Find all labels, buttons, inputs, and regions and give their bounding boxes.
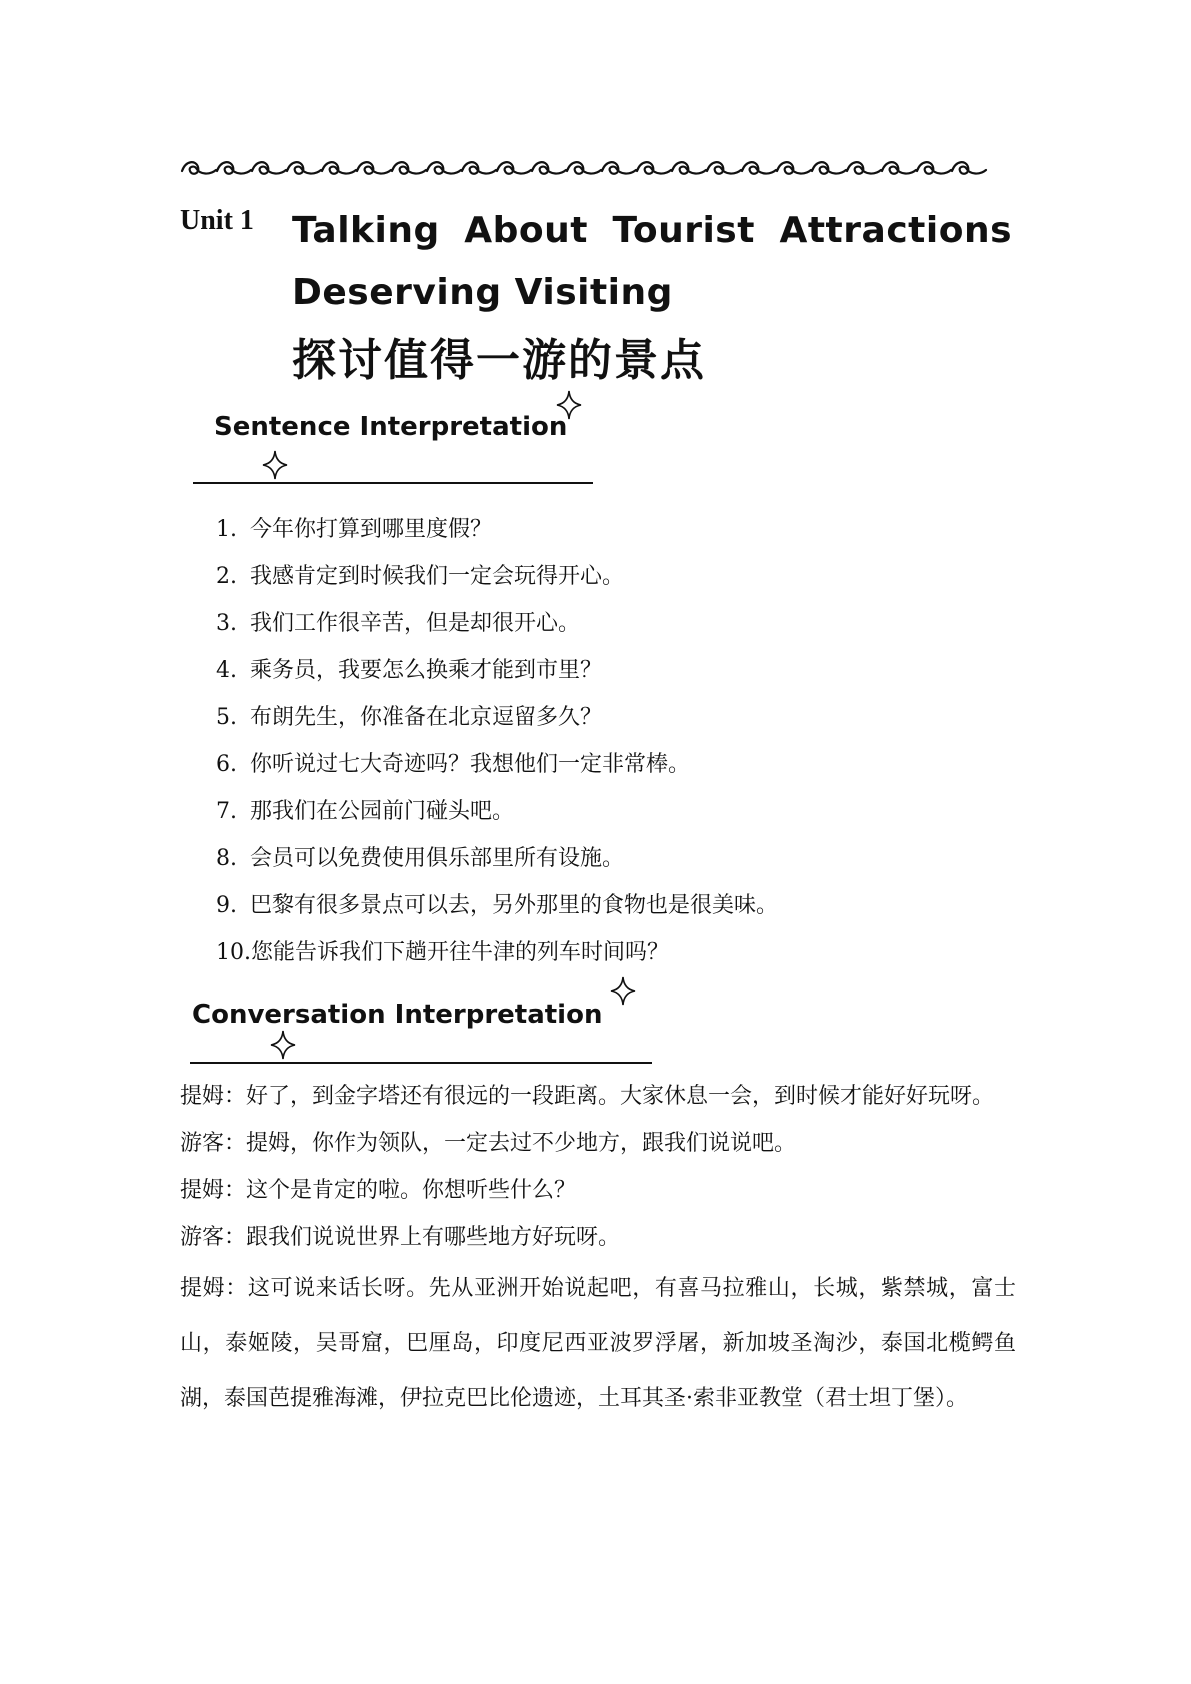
speaker-label: 游客： [180,1131,247,1156]
dialogue-line: 提姆：这可说来话长呀。先从亚洲开始说起吧，有喜马拉雅山，长城，紫禁城，富士山，泰姬陵，吴哥窟，巴厘岛，印度尼西亚波罗浮屠，新加坡圣淘沙，泰国北榄鳄鱼湖，泰国芭提雅海滩，伊拉克巴比伦遗迹，土耳其圣·索非亚教堂（君士坦丁堡）。 [180,1276,1016,1411]
sentence-list [216,512,778,982]
list-item: 1. 今年你打算到哪里度假？ [216,517,493,542]
conversation-section-heading: Conversation Interpretation [192,1000,603,1030]
list-item: 10.您能告诉我们下趟开往牛津的列车时间吗？ [216,940,670,965]
list-item: 9. 巴黎有很多景点可以去，另外那里的食物也是很美味。 [216,893,779,918]
decorative-border [180,156,1010,182]
section-underline [193,482,593,484]
list-item: 7. 那我们在公园前门碰头吧。 [216,799,515,824]
speaker-label: 游客： [180,1225,247,1250]
conversation-transcript [180,1073,1016,1426]
sentence-section-heading: Sentence Interpretation [214,412,568,442]
list-item: 5. 布朗先生，你准备在北京逗留多久？ [216,705,603,730]
list-item: 4. 乘务员，我要怎么换乘才能到市里？ [216,658,603,683]
section-underline [190,1062,652,1064]
unit-title-chinese: 探讨值得一游的景点 [292,335,706,386]
speaker-label: 提姆： [180,1084,247,1109]
list-item: 2. 我感肯定到时候我们一定会玩得开心。 [216,564,625,589]
dialogue-line: 游客：跟我们说说世界上有哪些地方好玩呀。 [180,1225,621,1250]
sparkle-icon [262,450,288,480]
dialogue-line: 游客：提姆，你作为领队，一定去过不少地方，跟我们说说吧。 [180,1131,797,1156]
speaker-label: 提姆： [180,1276,248,1301]
sparkle-icon [610,976,636,1006]
dialogue-line: 提姆：好了，到金字塔还有很远的一段距离。大家休息一会，到时候才能好好玩呀。 [180,1084,995,1109]
list-item: 6. 你听说过七大奇迹吗？我想他们一定非常棒。 [216,752,691,777]
speaker-label: 提姆： [180,1178,247,1203]
list-item: 8. 会员可以免费使用俱乐部里所有设施。 [216,846,625,871]
unit-title-english: Talking About Tourist Attractions Deserving Visiting [292,210,1012,313]
dialogue-line: 提姆：这个是肯定的啦。你想听些什么？ [180,1178,577,1203]
list-item: 3. 我们工作很辛苦，但是却很开心。 [216,611,581,636]
unit-label: Unit 1 [180,205,254,236]
sparkle-icon [270,1030,296,1060]
